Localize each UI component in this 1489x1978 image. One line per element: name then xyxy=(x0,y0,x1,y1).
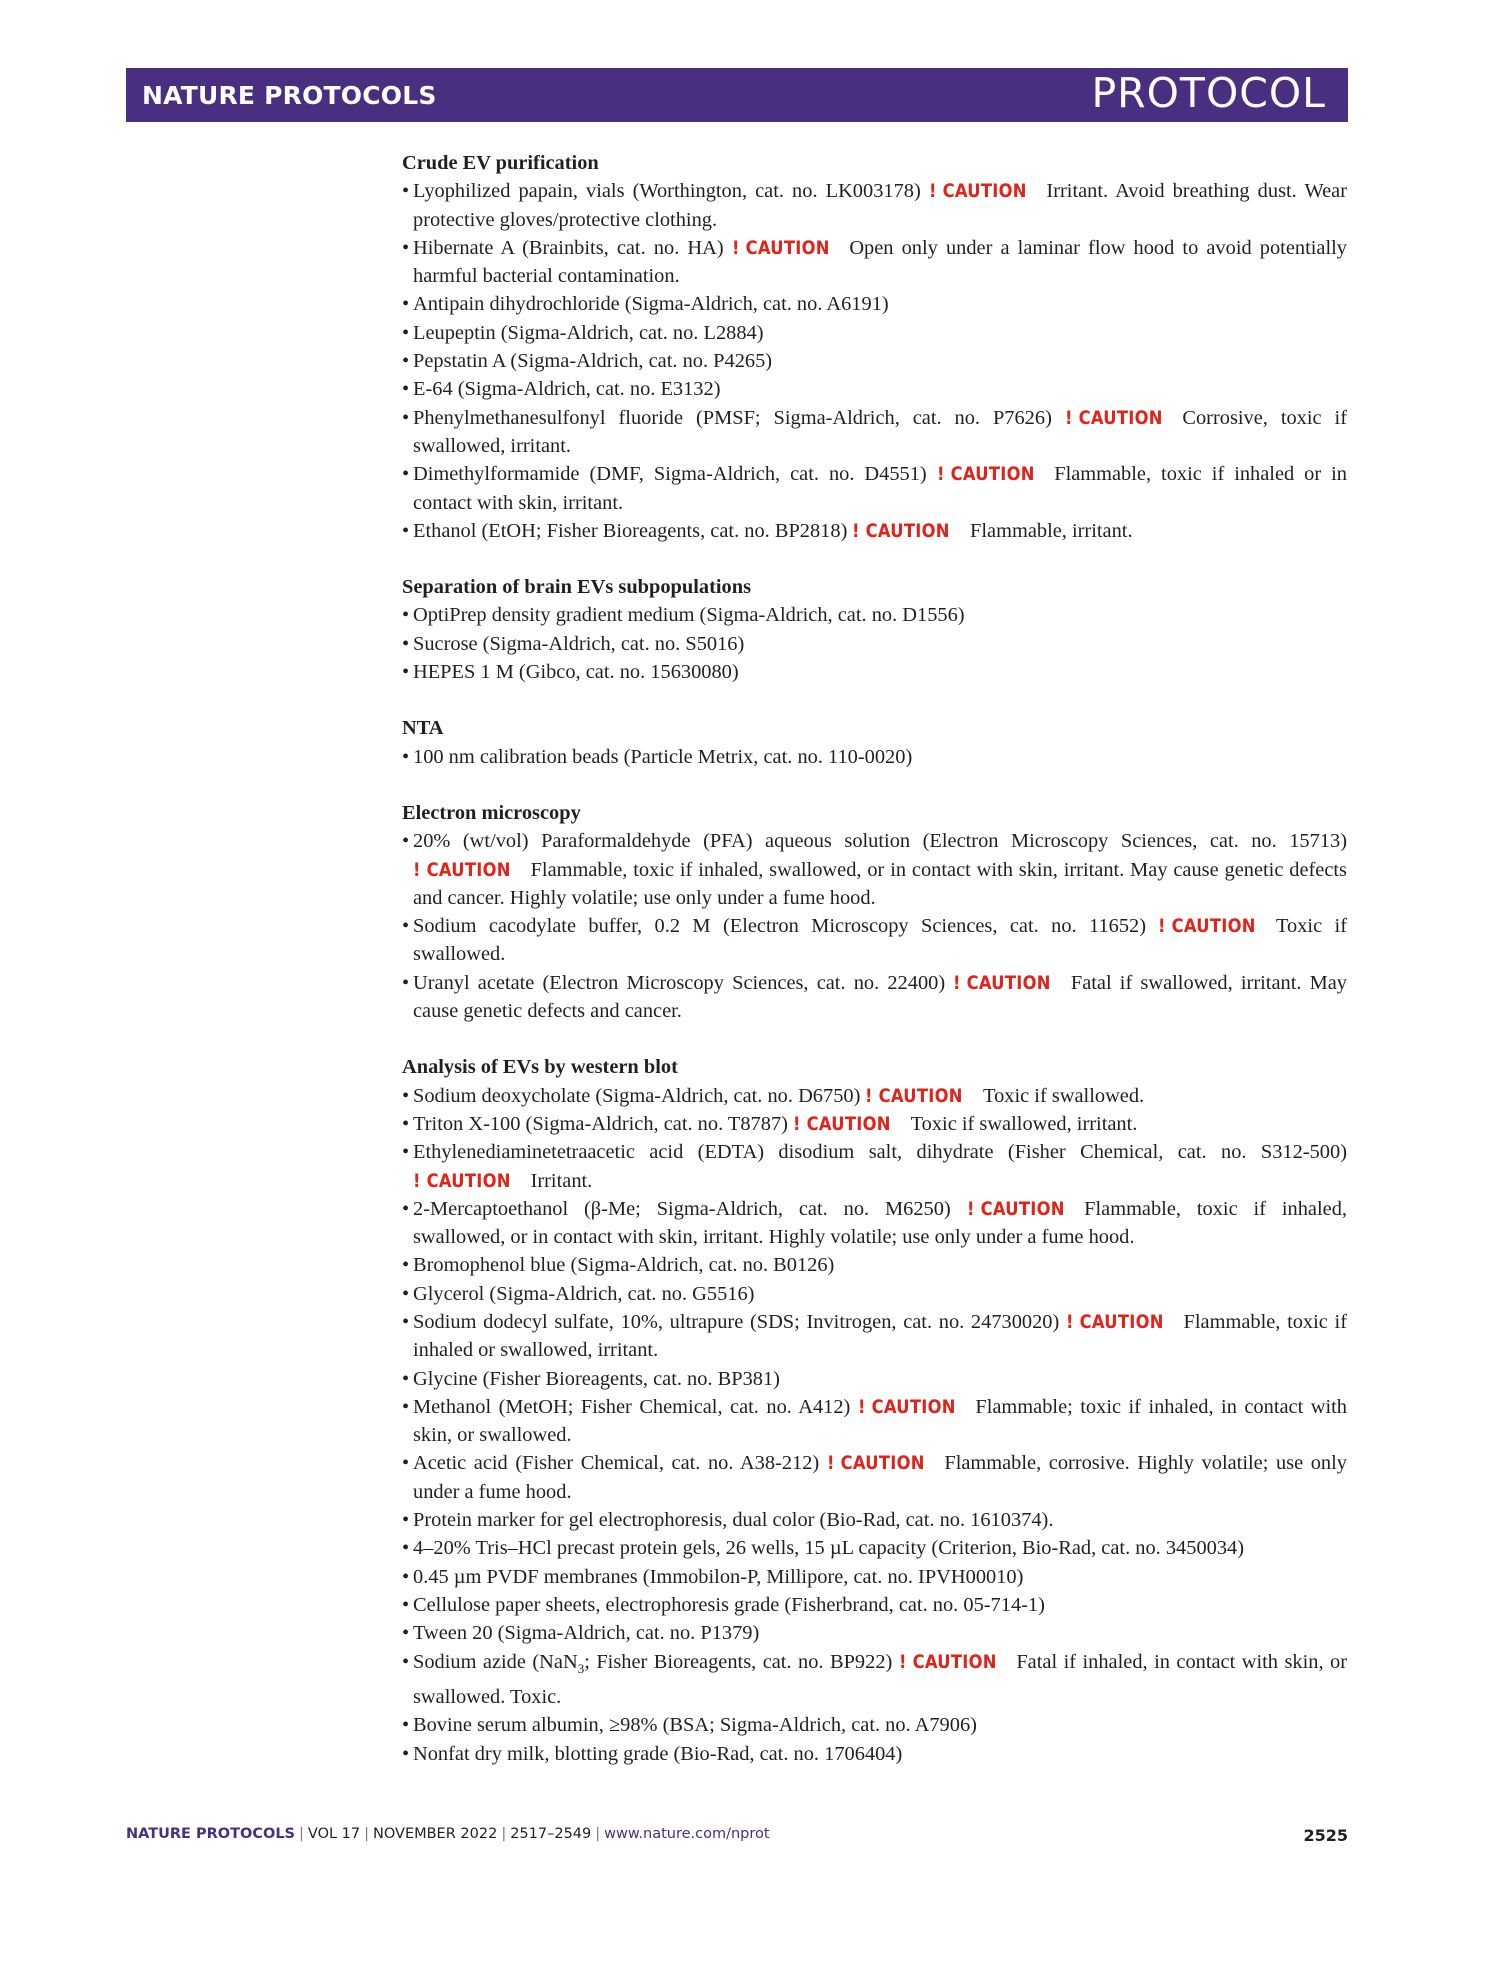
reagent-item xyxy=(402,347,1347,375)
reagent-item xyxy=(402,404,1347,461)
reagent-item xyxy=(402,1648,1347,1712)
reagent-item xyxy=(402,743,1347,771)
caution-note: Flammable; toxic if inhaled, in contact with skin, or swallowed. xyxy=(413,1395,1347,1447)
reagent-item xyxy=(402,1619,1347,1647)
reagent-name: Glycerol (Sigma-Aldrich, cat. no. G5516) xyxy=(413,1282,755,1305)
reagent-item xyxy=(402,319,1347,347)
section-heading: Electron microscopy xyxy=(402,801,581,824)
caution-label: ! CAUTION xyxy=(966,1197,1065,1220)
caution-label: ! CAUTION xyxy=(413,858,511,881)
reagent-section xyxy=(402,149,1347,545)
caution-note: Irritant. Avoid breathing dust. Wear protective gloves/protective clothing. xyxy=(413,180,1347,231)
reagent-name: Sodium dodecyl sulfate, 10%, ultrapure (SDS; Invitrogen, cat. no. 24730020) xyxy=(413,1310,1060,1333)
reagent-name: Bromophenol blue (Sigma-Aldrich, cat. no. B0126) xyxy=(413,1254,835,1277)
reagent-item xyxy=(402,1506,1347,1534)
caution-label: ! CAUTION xyxy=(1158,915,1257,938)
caution-note: Flammable, irritant. xyxy=(970,519,1133,542)
reagent-section xyxy=(402,573,1347,686)
reagent-item xyxy=(402,1138,1347,1195)
reagent-name: Leupeptin (Sigma-Aldrich, cat. no. L2884) xyxy=(413,321,764,344)
reagent-section xyxy=(402,799,1347,1025)
reagent-name: Phenylmethanesulfonyl fluoride (PMSF; Sigma-Aldrich, cat. no. P7626) xyxy=(413,406,1052,429)
reagent-name: Protein marker for gel electrophoresis, dual color (Bio-Rad, cat. no. 1610374). xyxy=(413,1509,1054,1532)
reagent-item xyxy=(402,1280,1347,1308)
journal-name: NATURE PROTOCOLS xyxy=(142,81,437,110)
materials-content xyxy=(402,149,1347,1796)
footer-url-link[interactable]: www.nature.com/nprot xyxy=(604,1826,770,1842)
reagent-item xyxy=(402,177,1347,234)
reagent-name: Glycine (Fisher Bioreagents, cat. no. BP381) xyxy=(413,1367,780,1390)
caution-label: ! CAUTION xyxy=(1064,406,1163,429)
reagent-name: Antipain dihydrochloride (Sigma-Aldrich, cat. no. A6191) xyxy=(413,293,889,316)
caution-note: Flammable, toxic if inhaled or in contact with skin, irritant. xyxy=(413,463,1347,514)
reagent-item xyxy=(402,234,1347,291)
reagent-item xyxy=(402,1110,1347,1138)
footer-journal: NATURE PROTOCOLS xyxy=(126,1826,296,1842)
page-footer xyxy=(126,1826,1348,1845)
reagent-item xyxy=(402,460,1347,517)
caution-label: ! CAUTION xyxy=(953,971,1051,994)
reagent-item xyxy=(402,969,1347,1026)
footer-volume: VOL 17 xyxy=(307,1826,361,1842)
reagent-item xyxy=(402,1308,1347,1365)
caution-note: Fatal if inhaled, in contact with skin, or swallowed. Toxic. xyxy=(413,1650,1347,1708)
reagent-name: Uranyl acetate (Electron Microscopy Sciences, cat. no. 22400) xyxy=(413,971,946,994)
caution-note: Toxic if swallowed, irritant. xyxy=(910,1112,1138,1135)
footer-separator: | xyxy=(364,1826,370,1842)
caution-label: ! CAUTION xyxy=(413,1169,511,1192)
section-heading: Crude EV purification xyxy=(402,152,599,174)
caution-label: ! CAUTION xyxy=(898,1650,997,1673)
caution-note: Corrosive, toxic if swallowed, irritant. xyxy=(413,406,1347,457)
footer-separator: | xyxy=(501,1826,507,1842)
reagent-list xyxy=(402,601,1347,686)
reagent-name: HEPES 1 M (Gibco, cat. no. 15630080) xyxy=(413,661,739,684)
caution-label: ! CAUTION xyxy=(928,180,1027,203)
caution-label: ! CAUTION xyxy=(731,236,830,259)
reagent-name: Cellulose paper sheets, electrophoresis grade (Fisherbrand, cat. no. 05-714-1) xyxy=(413,1593,1045,1616)
reagent-name: Tween 20 (Sigma-Aldrich, cat. no. P1379) xyxy=(413,1622,760,1645)
reagent-item xyxy=(402,601,1347,629)
reagent-item xyxy=(402,1082,1347,1110)
reagent-name: Ethylenediaminetetraacetic acid (EDTA) disodium salt, dihydrate (Fisher Chemical, cat. no. S312-500) xyxy=(413,1141,1347,1164)
reagent-name: Sucrose (Sigma-Aldrich, cat. no. S5016) xyxy=(413,632,745,655)
reagent-list xyxy=(402,827,1347,1025)
reagent-item xyxy=(402,375,1347,403)
reagent-item xyxy=(402,1563,1347,1591)
reagent-name: Lyophilized papain, vials (Worthington, cat. no. LK003178) xyxy=(413,180,921,203)
reagent-section xyxy=(402,1053,1347,1768)
reagent-name-continued: ; Fisher Bioreagents, cat. no. BP922) xyxy=(584,1650,893,1673)
article-type: PROTOCOL xyxy=(1091,69,1326,117)
caution-label: ! CAUTION xyxy=(936,463,1035,486)
caution-label: ! CAUTION xyxy=(857,1395,956,1418)
footer-pages: 2517–2549 xyxy=(510,1826,592,1842)
caution-note: Irritant. xyxy=(530,1169,593,1192)
reagent-item xyxy=(402,290,1347,318)
caution-note: Flammable, toxic if inhaled, swallowed, or in contact with skin, irritant. May cause genetic defects and cancer. Highly volatile; use only under a fume hood. xyxy=(413,858,1347,909)
reagent-name: Bovine serum albumin, ≥98% (BSA; Sigma-Aldrich, cat. no. A7906) xyxy=(413,1714,977,1737)
reagent-item xyxy=(402,827,1347,912)
reagent-item xyxy=(402,658,1347,686)
reagent-name: Sodium azide (NaN xyxy=(413,1650,578,1673)
reagent-item xyxy=(402,1251,1347,1279)
masthead-banner xyxy=(126,68,1348,122)
caution-note: Open only under a laminar flow hood to avoid potentially harmful bacterial contamination. xyxy=(413,236,1347,288)
reagent-item xyxy=(402,1393,1347,1450)
reagent-item xyxy=(402,1740,1347,1768)
page-number: 2525 xyxy=(1303,1826,1348,1845)
subscript: 3 xyxy=(577,1660,585,1676)
footer-separator: | xyxy=(595,1826,601,1842)
reagent-name: Methanol (MetOH; Fisher Chemical, cat. no. A412) xyxy=(413,1395,851,1418)
reagent-name: Ethanol (EtOH; Fisher Bioreagents, cat. no. BP2818) xyxy=(413,519,848,542)
caution-label: ! CAUTION xyxy=(1065,1310,1164,1333)
section-heading: Separation of brain EVs subpopulations xyxy=(402,576,752,599)
reagent-item xyxy=(402,912,1347,969)
reagent-name: Dimethylformamide (DMF, Sigma-Aldrich, cat. no. D4551) xyxy=(413,463,927,486)
reagent-item xyxy=(402,1365,1347,1393)
reagent-item xyxy=(402,517,1347,545)
reagent-name: 4–20% Tris–HCl precast protein gels, 26 wells, 15 µL capacity (Criterion, Bio-Rad, cat. no. 3450034) xyxy=(413,1537,1245,1560)
reagent-item xyxy=(402,1449,1347,1506)
reagent-list xyxy=(402,177,1347,545)
reagent-name: 0.45 µm PVDF membranes (Immobilon-P, Millipore, cat. no. IPVH00010) xyxy=(413,1565,1024,1588)
reagent-list xyxy=(402,1082,1347,1768)
footer-date: NOVEMBER 2022 xyxy=(373,1826,498,1842)
section-heading: NTA xyxy=(402,717,444,740)
reagent-name: Sodium cacodylate buffer, 0.2 M (Electron Microscopy Sciences, cat. no. 11652) xyxy=(413,915,1147,938)
caution-note: Flammable, corrosive. Highly volatile; use only under a fume hood. xyxy=(413,1452,1347,1503)
caution-note: Flammable, toxic if inhaled or swallowed, irritant. xyxy=(413,1310,1347,1362)
reagent-name: 20% (wt/vol) Paraformaldehyde (PFA) aqueous solution (Electron Microscopy Sciences, cat. no. 15713) xyxy=(413,830,1347,853)
reagent-name: Acetic acid (Fisher Chemical, cat. no. A38-212) xyxy=(413,1452,820,1475)
reagent-name: Pepstatin A (Sigma-Aldrich, cat. no. P4265) xyxy=(413,350,773,373)
reagent-list xyxy=(402,743,1347,771)
caution-label: ! CAUTION xyxy=(852,519,951,542)
caution-note: Fatal if swallowed, irritant. May cause genetic defects and cancer. xyxy=(413,971,1348,1023)
reagent-name: Nonfat dry milk, blotting grade (Bio-Rad, cat. no. 1706404) xyxy=(413,1742,903,1765)
caution-label: ! CAUTION xyxy=(826,1452,925,1475)
footer-separator: | xyxy=(299,1826,304,1842)
reagent-name: E-64 (Sigma-Aldrich, cat. no. E3132) xyxy=(413,378,721,401)
caution-label: ! CAUTION xyxy=(793,1112,891,1135)
reagent-item xyxy=(402,1711,1347,1739)
caution-label: ! CAUTION xyxy=(865,1084,964,1107)
reagent-item xyxy=(402,630,1347,658)
reagent-item xyxy=(402,1591,1347,1619)
caution-note: Toxic if swallowed. xyxy=(983,1084,1145,1107)
reagent-name: OptiPrep density gradient medium (Sigma-Aldrich, cat. no. D1556) xyxy=(413,604,965,627)
reagent-name: 100 nm calibration beads (Particle Metrix, cat. no. 110-0020) xyxy=(413,745,913,768)
reagent-name: 2-Mercaptoethanol (β-Me; Sigma-Aldrich, cat. no. M6250) xyxy=(413,1197,951,1220)
caution-note: Toxic if swallowed. xyxy=(413,915,1347,966)
reagent-item xyxy=(402,1195,1347,1252)
reagent-item xyxy=(402,1534,1347,1562)
reagent-name: Triton X-100 (Sigma-Aldrich, cat. no. T8787) xyxy=(413,1112,788,1135)
reagent-name: Sodium deoxycholate (Sigma-Aldrich, cat. no. D6750) xyxy=(413,1084,861,1107)
reagent-name: Hibernate A (Brainbits, cat. no. HA) xyxy=(413,236,724,259)
reagent-section xyxy=(402,714,1347,771)
section-heading: Analysis of EVs by western blot xyxy=(402,1056,678,1079)
caution-note: Flammable, toxic if inhaled, swallowed, or in contact with skin, irritant. Highly volatile; use only under a fume hood. xyxy=(413,1197,1347,1249)
